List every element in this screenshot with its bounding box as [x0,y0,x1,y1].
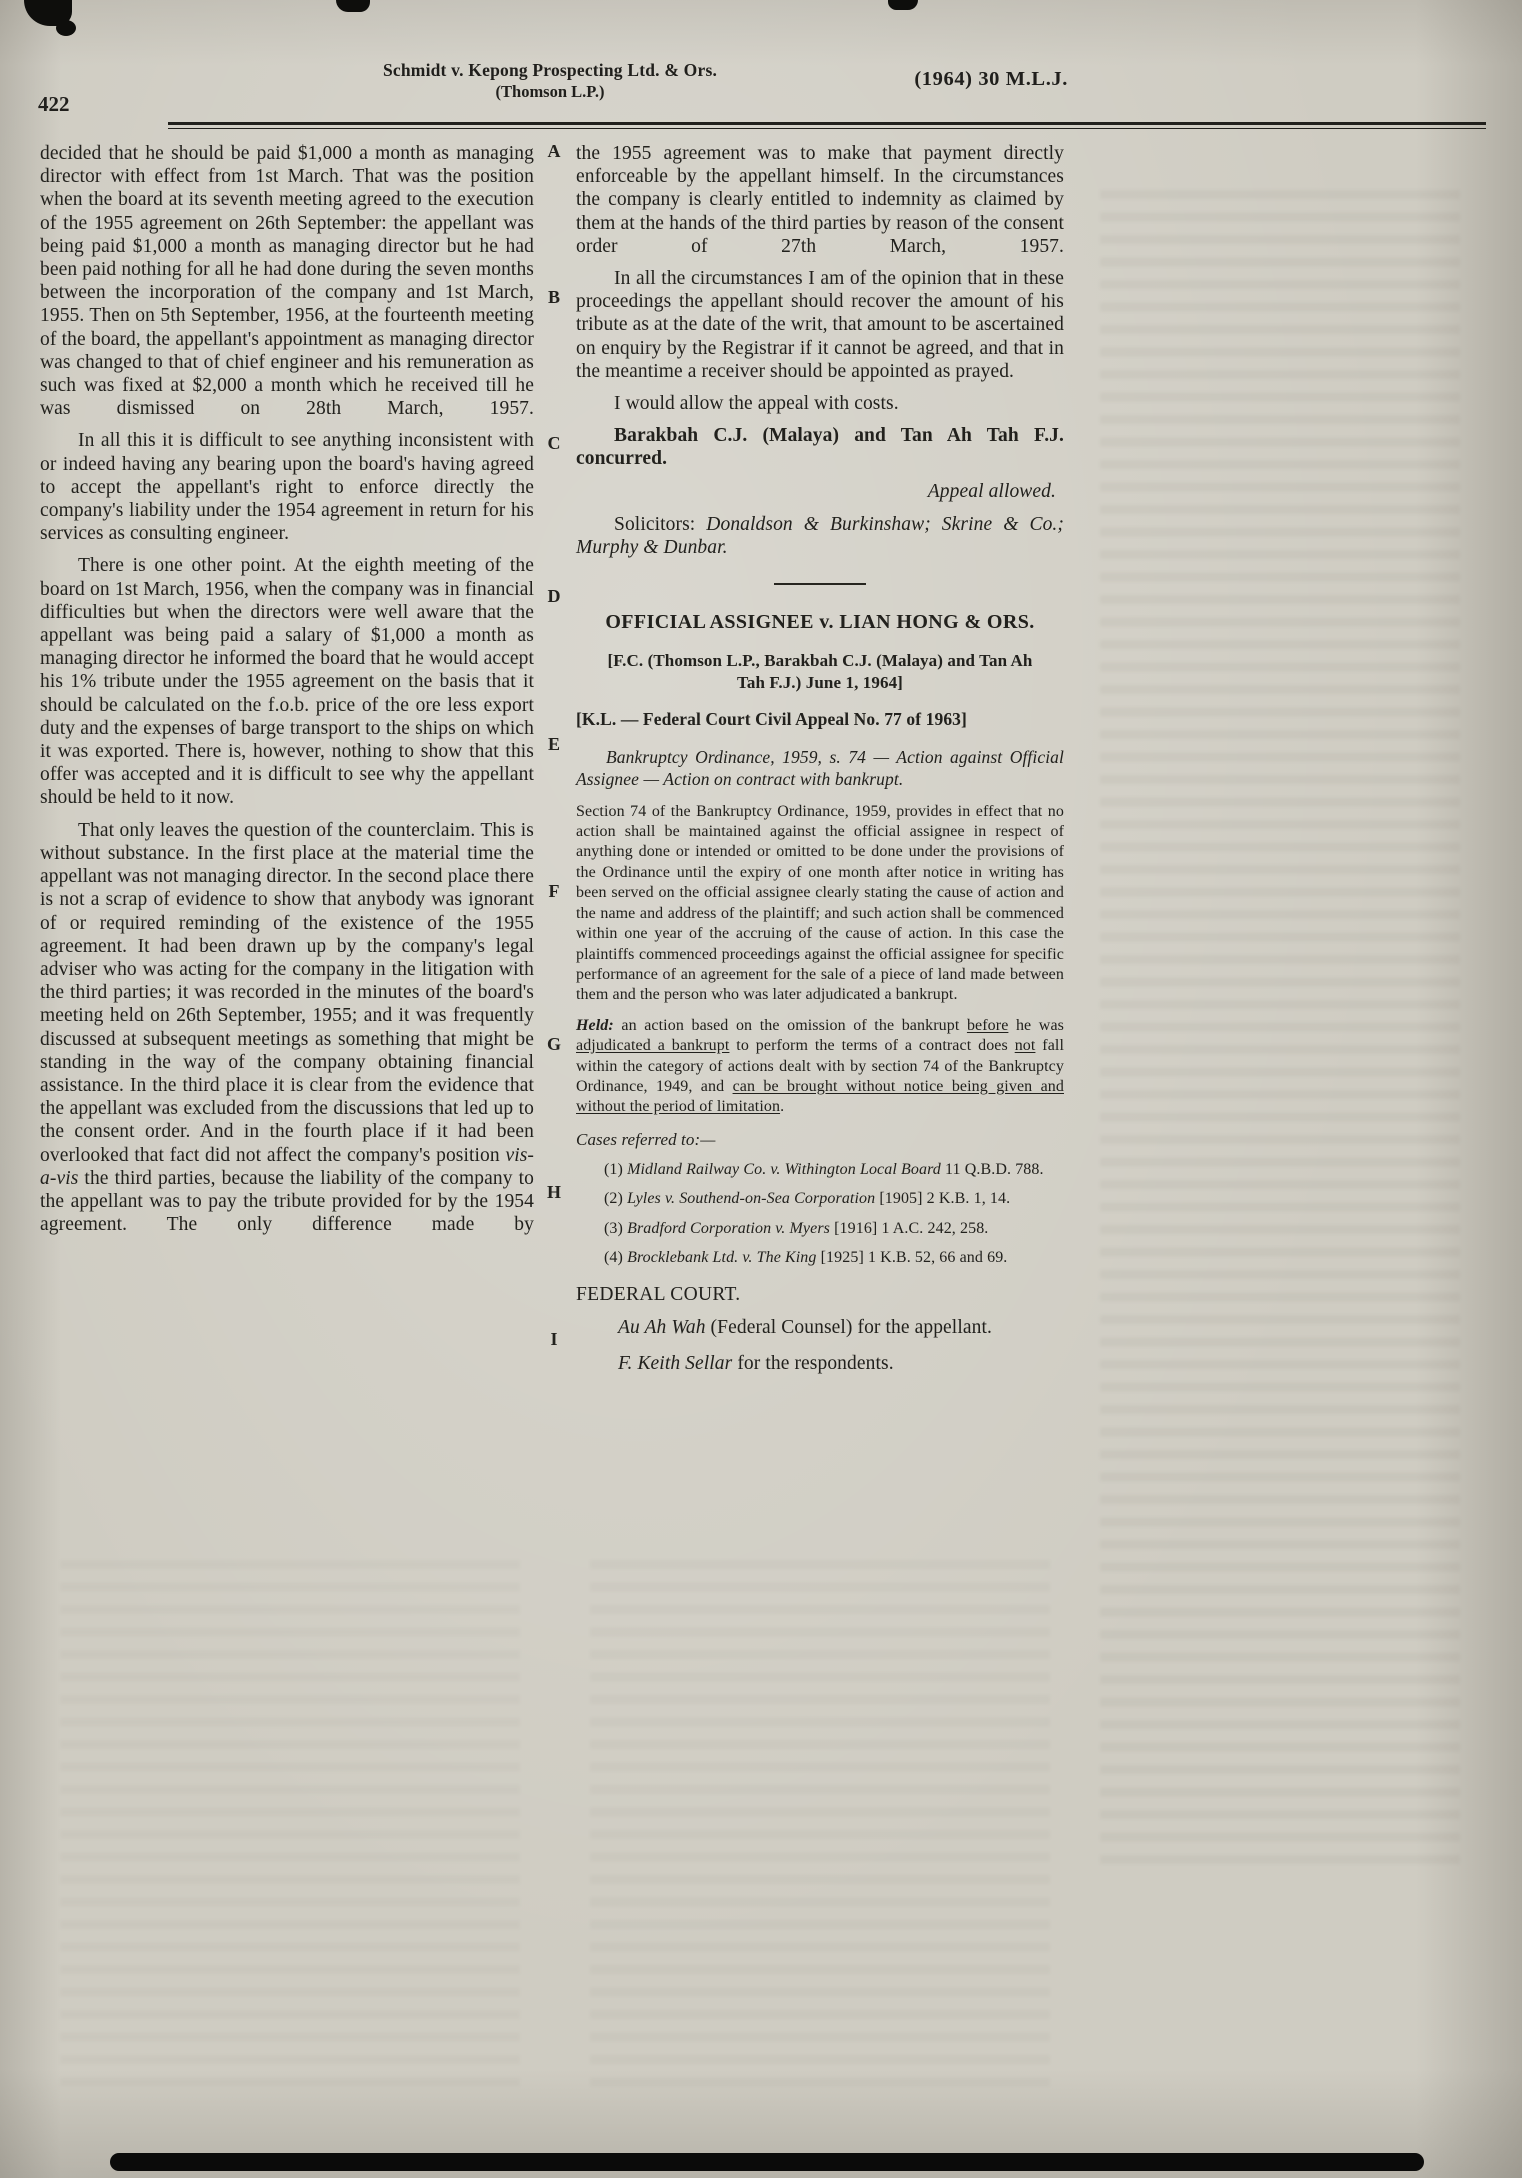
case-number: (2) [604,1190,623,1208]
case-citation: [1905] 2 K.B. 1, 14. [879,1190,1011,1208]
margin-letter-i: I [550,1329,558,1349]
judgment-paragraph [40,819,534,1237]
held-text: he was [1008,1016,1064,1034]
judgment-paragraph: the 1955 agreement was to make that payment directly enforceable by the appellant himself. In the circumstances the company is clearly entitled to indemnity as claimed by them at the hands of the third parties by reason of the consent order of 27th March, 1957. [576,143,1064,257]
solicitors-label: Solicitors: [614,513,696,535]
held-underlined: can be brought without notice being given and without the period of limitation [576,1077,1064,1116]
held-underlined: not [1014,1037,1036,1055]
case-name: Lyles v. Southend-on-Sea Corporation [627,1190,876,1208]
cases-referred-label: Cases referred to:— [576,1129,716,1149]
scan-artifact-blob [888,0,918,10]
running-head-judge: (Thomson L.P.) [495,82,605,101]
case-citation: [1916] 1 A.C. 242, 258. [834,1219,989,1237]
bleedthrough-artifact [590,1560,1050,2100]
case-number: (1) [604,1160,623,1178]
solicitors-line [576,513,1064,559]
counsel-name: F. Keith Sellar [618,1353,733,1375]
next-case-title: OFFICIAL ASSIGNEE v. LIAN HONG & ORS. [605,611,1035,634]
held-label: Held: [576,1016,614,1034]
appeal-reference: [K.L. — Federal Court Civil Appeal No. 77 of 1963] [576,709,967,730]
case-number: (3) [604,1219,623,1237]
judgment-paragraph: In all the circumstances I am of the opinion that in these proceedings the appellant should recover the amount of his tribute as at the date of the writ, that amount to be ascertained on enquiry by the Registrar if it cannot be agreed, and that in the meantime a receiver should be appointed as prayed. [576,268,1064,382]
case-reference-item [576,1219,1064,1239]
paragraph-text: the third parties, because the liability of the company to the appellant was to pay the tribute provided for by the 1954 agreement. The only difference made by [40,1167,534,1236]
case-reference-item [576,1248,1064,1268]
held-underlined: before [966,1016,1009,1034]
solicitors-names: Donaldson & Burkinshaw; Skrine & Co.; Murphy & Dunbar. [576,513,1064,559]
right-text-column [576,142,1064,1389]
held-underlined: adjudicated a bankrupt [576,1037,730,1055]
paragraph-italic-phrase: vis-a-vis [40,1144,534,1189]
coram-line: [F.C. (Thomson L.P., Barakbah C.J. (Malaya) and Tan Ah Tah F.J.) June 1, 1964] [607,651,1033,693]
judgment-paragraph: In all this it is difficult to see anything inconsistent with or indeed having any bearing upon the board's having agreed to accept the appellant's right to enforce directly the company's liability under the 1954 agreement in return for his services as consulting engineer. [40,430,534,545]
headnote: Section 74 of the Bankruptcy Ordinance, 1959, provides in effect that no action shall be maintained against the official assignee in respect of anything done or intended or omitted to be done under the provisions of the Ordinance until the expiry of one month after notice in writing has been served on the official assignee clearly stating the cause of action and the name and address of the plaintiff; and such action shall be commenced within one year of the accruing of the cause of action. In this case the plaintiffs commenced proceedings against the official assignee for specific performance of an agreement for the sale of a piece of land made between them and the person who was later adjudicated a bankrupt. [576,802,1064,1004]
paragraph-text: That only leaves the question of the counterclaim. This is without substance. In the first place at the material time the appellant was not managing director. In the second place there is not a scrap of evidence to show that anybody was ignorant of or required reminding of the existence of the 1955 agreement. It had been drawn up by the company's legal adviser who was acting for the company in the litigation with the third parties; it was recorded in the minutes of the board's meeting held on 26th September, 1955; and it was frequently discussed at subsequent meetings as something that might be standing in the way of the company obtaining financial assistance. In the third place it is clear from the evidence that the appellant was excluded from the discussions that led up to the consent order. And in the fourth place if it had been overlooked that fact did not affect the company's position [40,819,534,1166]
court-heading: FEDERAL COURT. [576,1283,741,1305]
margin-letter-f: F [548,881,560,901]
margin-letter-b: B [547,287,560,307]
scan-artifact-blob [336,0,370,12]
volume-citation: (1964) 30 M.L.J. [914,68,1068,90]
counsel-text: (Federal Counsel) for the appellant. [705,1316,992,1338]
concurrence-line: Barakbah C.J. (Malaya) and Tan Ah Tah F.J. concurred. [576,425,1064,470]
counsel-line [576,1352,1064,1377]
judgment-paragraph: decided that he should be paid $1,000 a month as managing director with effect from 1st March. That was the position when the board at its seventh meeting agreed to the execution of the 1955 agreement on 26th September: the appellant was being paid $1,000 a month as managing director but he had been paid nothing for all he had done during the seven months between the incorporation of the company and 1st March, 1955. Then on 5th September, 1956, at the fourteenth meeting of the board, the appellant's appointment as managing director was changed to that of chief engineer and his remuneration as such was fixed at $2,000 a month which he received till he was dismissed on 28th March, 1957. [40,143,534,420]
margin-letter-a: A [547,141,561,161]
held-paragraph [576,1016,1064,1118]
case-reference-item [576,1160,1064,1180]
margin-letter-d: D [547,586,561,606]
held-text: fall within the category of actions dealt with by section 74 of the Bankruptcy Ordinance, 1949, and [576,1037,1065,1095]
margin-letter-e: E [547,734,560,754]
held-text: an action based on the omission of the bankrupt [613,1016,967,1034]
case-result: Appeal allowed. [927,480,1056,502]
held-text: to perform the terms of a contract does [729,1037,1015,1055]
margin-letter-h: H [546,1182,561,1202]
case-name: Brocklebank Ltd. v. The King [627,1249,817,1267]
judgment-paragraph: There is one other point. At the eighth meeting of the board on 1st March, 1956, when the company was in financial difficulties but when the directors were well aware that the appellant was being paid a salary of $1,000 a month as managing director he informed the board that he would accept his 1% tribute under the 1955 agreement on the basis that it should be calculated on the f.o.b. price of the ore less export duty and the expenses of barge transport to the ships on which it was exported. There is, however, nothing to show that this offer was accepted and it is difficult to see why the appellant should be held to it now. [40,555,534,809]
bleedthrough-artifact [60,1560,520,2100]
counsel-line [576,1316,1064,1341]
case-divider-rule [774,583,866,585]
scan-bottom-bar [110,2153,1424,2171]
page-number: 422 [38,92,70,116]
bleedthrough-artifact [1100,190,1460,1870]
counsel-text: for the respondents. [732,1353,894,1375]
left-text-column [40,142,534,1245]
running-head [280,60,820,102]
judgment-paragraph: I would allow the appeal with costs. [614,393,899,415]
margin-letter-g: G [546,1034,561,1054]
case-reference-item [576,1189,1064,1209]
case-citation: [1925] 1 K.B. 52, 66 and 69. [820,1249,1008,1267]
catchwords: Bankruptcy Ordinance, 1959, s. 74 — Action against Official Assignee — Action on contract with bankrupt. [576,746,1064,789]
case-number: (4) [604,1249,623,1267]
case-citation: 11 Q.B.D. 788. [945,1160,1044,1178]
counsel-name: Au Ah Wah [618,1316,706,1338]
margin-letter-c: C [547,433,561,453]
held-text: . [780,1098,785,1116]
scan-artifact-blob [56,20,76,36]
case-name: Bradford Corporation v. Myers [627,1219,830,1237]
case-name: Midland Railway Co. v. Withington Local Board [627,1160,941,1178]
running-head-case-name: Schmidt v. Kepong Prospecting Ltd. & Ors. [382,60,718,80]
header-double-rule [168,122,1486,129]
